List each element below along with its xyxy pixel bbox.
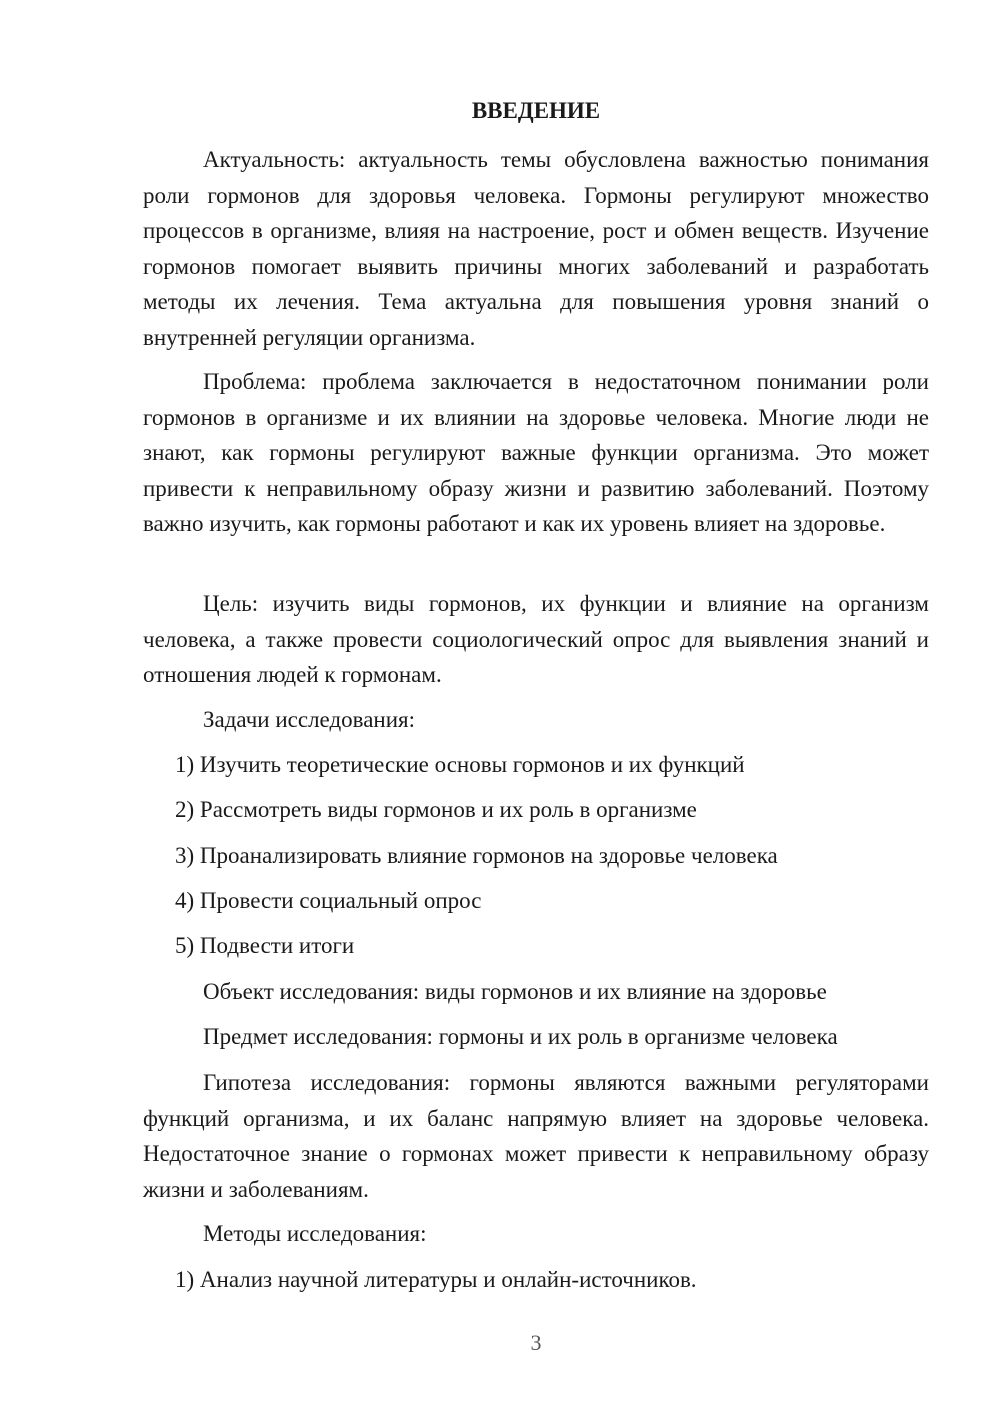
section-heading: ВВЕДЕНИЕ — [471, 98, 601, 123]
page-number: 3 — [530, 1330, 542, 1355]
task-item: 3) Проанализировать влияние гормонов на здоровье человека — [175, 843, 778, 868]
hypothesis-paragraph: Гипотеза исследования: гормоны являются важными регуляторами функций организма, и их баланс напрямую влияет на здоровье человека. Недостаточное знание о гормонах может привести к неправильному образу жизни и заболеваниям. — [143, 1070, 929, 1202]
object-line: Объект исследования: виды гормонов и их влияние на здоровье — [203, 979, 827, 1004]
method-item: 1) Анализ научной литературы и онлайн-источников. — [175, 1267, 697, 1292]
goal-paragraph: Цель: изучить виды гормонов, их функции и влияние на организм человека, а также провести социологический опрос для выявления знаний и отношения людей к гормонам. — [143, 591, 929, 687]
subject-line: Предмет исследования: гормоны и их роль в организме человека — [203, 1024, 838, 1049]
task-item: 5) Подвести итоги — [175, 933, 355, 958]
task-item: 4) Провести социальный опрос — [175, 888, 482, 913]
task-item: 2) Рассмотреть виды гормонов и их роль в организме — [175, 797, 697, 822]
tasks-heading: Задачи исследования: — [203, 707, 416, 732]
methods-heading: Методы исследования: — [203, 1221, 427, 1246]
relevance-paragraph: Актуальность: актуальность темы обусловлена важностью понимания роли гормонов для здоровья человека. Гормоны регулируют множество процессов в организме, влияя на настроение, рост и обмен веществ. Изучение гормонов помогает выявить причины многих заболеваний и разработать методы их лечения. Тема актуальна для повышения уровня знаний о внутренней регуляции организма. — [143, 147, 929, 350]
problem-paragraph: Проблема: проблема заключается в недостаточном понимании роли гормонов в организме и их влиянии на здоровье человека. Многие люди не знают, как гормоны регулируют важные функции организма. Это может привести к неправильному образу жизни и развитию заболеваний. Поэтому важно изучить, как гормоны работают и как их уровень влияет на здоровье. — [143, 369, 929, 536]
task-item: 1) Изучить теоретические основы гормонов и их функций — [175, 752, 745, 777]
